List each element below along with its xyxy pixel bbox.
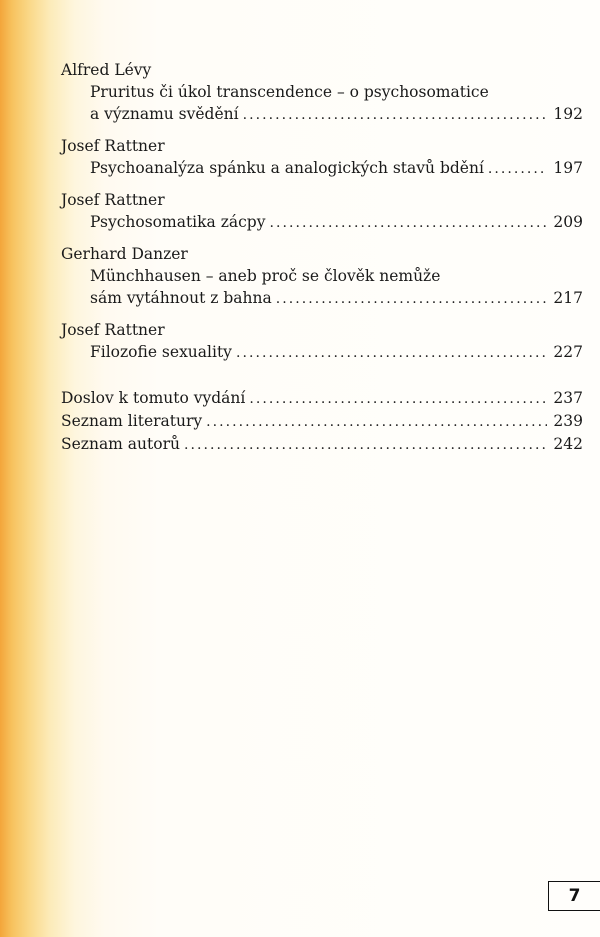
- toc-entry-title-line: Filozofie sexuality: [90, 343, 232, 361]
- toc-group-rattner-2: [61, 189, 583, 234]
- toc-entry-title-line: Münchhausen – aneb proč se člověk nemůže: [90, 267, 441, 285]
- toc-author: Josef Rattner: [61, 191, 165, 209]
- toc-author: Josef Rattner: [61, 137, 165, 155]
- dot-leader: [236, 342, 547, 364]
- backmatter-title: Doslov k tomuto vydání: [61, 389, 246, 407]
- toc-page-number: 209: [553, 213, 583, 231]
- toc-entry: [61, 265, 583, 310]
- dot-leader: [243, 104, 548, 126]
- toc-page-number: 237: [553, 389, 583, 407]
- dot-leader: [249, 388, 547, 410]
- toc-entry-last-line: [90, 341, 583, 364]
- toc-page-number: 242: [553, 435, 583, 453]
- toc-author: Gerhard Danzer: [61, 245, 188, 263]
- backmatter-entry-authors: [61, 433, 583, 456]
- toc-entry: [61, 211, 583, 234]
- toc-entry-last-line: [90, 287, 583, 310]
- table-of-contents: [61, 59, 583, 456]
- toc-author: Josef Rattner: [61, 321, 165, 339]
- toc-page-number: 239: [553, 412, 583, 430]
- toc-page-number: 197: [553, 159, 583, 177]
- toc-group-danzer: [61, 243, 583, 310]
- dot-leader: [276, 288, 548, 310]
- toc-entry: [61, 157, 583, 180]
- toc-entry: [61, 81, 583, 126]
- toc-group-rattner-3: [61, 319, 583, 364]
- toc-entry-title-line: a významu svědění: [90, 105, 239, 123]
- toc-entry: [61, 341, 583, 364]
- toc-entry-last-line: [90, 157, 583, 180]
- toc-entry-last-line: [90, 211, 583, 234]
- dot-leader: [269, 212, 547, 234]
- toc-backmatter: [61, 387, 583, 456]
- dot-leader: [488, 158, 548, 180]
- toc-entry-title-line: Psychosomatika zácpy: [90, 213, 266, 231]
- toc-entry-title-line: sám vytáhnout z bahna: [90, 289, 272, 307]
- toc-group-rattner-1: [61, 135, 583, 180]
- toc-page-number: 217: [553, 289, 583, 307]
- backmatter-entry-afterword: [61, 387, 583, 410]
- page-number-box: 7: [548, 881, 600, 911]
- toc-group-levy: [61, 59, 583, 126]
- toc-entry-last-line: [90, 103, 583, 126]
- toc-page-number: 227: [553, 343, 583, 361]
- backmatter-title: Seznam literatury: [61, 412, 203, 430]
- dot-leader: [184, 434, 547, 456]
- backmatter-entry-bibliography: [61, 410, 583, 433]
- toc-author: Alfred Lévy: [61, 61, 152, 79]
- toc-page-number: 192: [553, 105, 583, 123]
- backmatter-title: Seznam autorů: [61, 435, 180, 453]
- toc-entry-title-line: Psychoanalýza spánku a analogických stavů bdění: [90, 159, 484, 177]
- toc-entry-title-line: Pruritus či úkol transcendence – o psychosomatice: [90, 83, 489, 101]
- dot-leader: [206, 411, 547, 433]
